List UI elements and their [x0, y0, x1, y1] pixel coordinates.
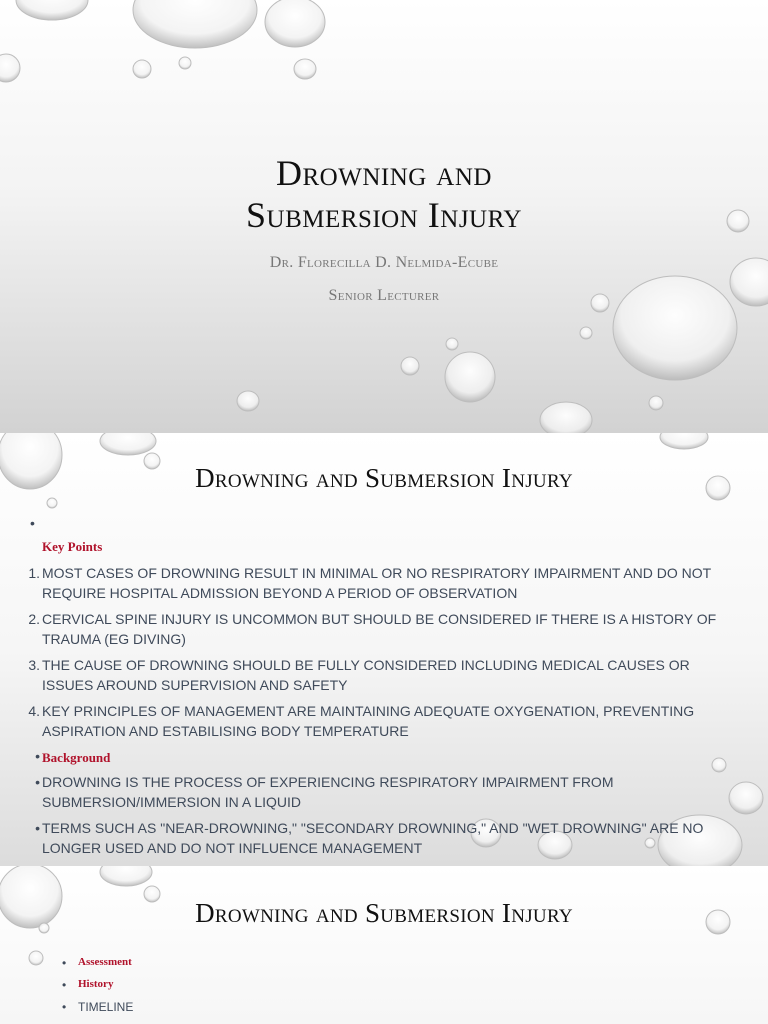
author-name: Dr. Florecilla D. Nelmida-Ecube — [269, 254, 499, 271]
title-line-1: Drowning and — [276, 153, 492, 193]
assessment-slide — [0, 866, 768, 1024]
list-item-text: TERMS SUCH AS "NEAR-DROWNING," "SECONDARY DROWNING," AND "WET DROWNING" ARE NO LONGER USED AND DO NOT INFLUENCE MANAGEMENT — [42, 820, 704, 856]
key-points-heading: Key Points — [42, 539, 103, 554]
list-item-text: THE CAUSE OF DROWNING SHOULD BE FULLY CONSIDERED INCLUDING MEDICAL CAUSES OR ISSUES AROUND SUPERVISION AND SAFETY — [42, 657, 690, 693]
empty-bullet: • — [30, 515, 35, 531]
timeline-label: TIMELINE — [78, 1000, 134, 1014]
bullet: • — [62, 956, 67, 970]
list-item-text: MOST CASES OF DROWNING RESULT IN MINIMAL OR NO RESPIRATORY IMPAIRMENT AND DO NOT REQUIRE HOSPITAL ADMISSION BEYOND A PERIOD OF OBSERVATION — [42, 565, 711, 601]
bullet: • — [62, 1000, 67, 1014]
title-line-2: Submersion Injury — [246, 195, 522, 235]
bullet: • — [35, 774, 40, 790]
presentation-title — [0, 152, 768, 236]
slide-title: Drowning and Submersion Injury — [195, 898, 573, 928]
key-points-slide — [0, 433, 768, 866]
title-slide — [0, 0, 768, 433]
assessment-heading: Assessment — [78, 956, 132, 968]
author-role: Senior Lecturer — [328, 287, 440, 304]
list-number: 1. — [28, 565, 40, 581]
list-item-text: DROWNING IS THE PROCESS OF EXPERIENCING RESPIRATORY IMPAIRMENT FROM SUBMERSION/IMMERSION IN A LIQUID — [42, 774, 614, 810]
list-number: 4. — [28, 703, 40, 719]
bullet: • — [35, 820, 40, 836]
list-item-text: KEY PRINCIPLES OF MANAGEMENT ARE MAINTAINING ADEQUATE OXYGENATION, PREVENTING ASPIRATION AND ESTABILISING BODY TEMPERATURE — [42, 703, 695, 739]
bullet: • — [62, 978, 67, 992]
list-number: 3. — [28, 657, 40, 673]
background-heading: Background — [42, 750, 111, 765]
history-heading: History — [78, 978, 114, 990]
list-number: 2. — [28, 611, 40, 627]
slide-title: Drowning and Submersion Injury — [195, 463, 573, 493]
bullet: • — [35, 748, 40, 764]
list-item-text: CERVICAL SPINE INJURY IS UNCOMMON BUT SHOULD BE CONSIDERED IF THERE IS A HISTORY OF TRAUMA (EG DIVING) — [42, 611, 717, 647]
